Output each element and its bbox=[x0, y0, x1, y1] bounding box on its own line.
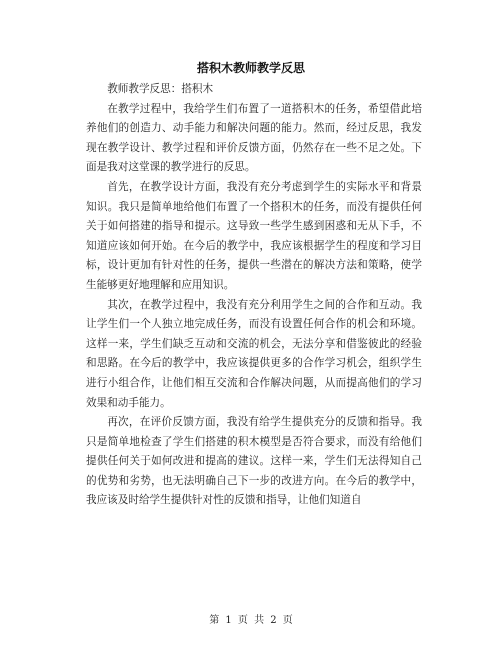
paragraph-second-point: 其次，在教学过程中，我没有充分利用学生之间的合作和互动。我让学生们一个人独立地完成任务，而没有设置任何合作的机会和环境。这样一来，学生们缺乏互动和交流的机会，无法分享和借鉴彼此的经验和思路。在今后的教学中，我应该提供更多的合作学习机会，组织学生进行小组合作，让他们相互交流和合作解决问题，从而提高他们的学习效果和动手能力。 bbox=[86, 298, 422, 409]
document-title: 搭积木教师教学反思 bbox=[196, 61, 305, 75]
page-footer: 第 1 页 共 2 页 bbox=[209, 615, 293, 626]
document-body bbox=[86, 80, 422, 511]
paragraph-third-point: 再次，在评价反馈方面，我没有给学生提供充分的反馈和指导。我只是简单地检查了学生们搭建的积木模型是否符合要求，而没有给他们提供任何关于如何改进和提高的建议。这样一来，学生们无法得知自己的优势和劣势，也无法明确自己下一步的改进方向。在今后的教学中，我应该及时给学生提供针对性的反馈和指导，让他们知道自 bbox=[86, 416, 422, 507]
paragraph-first-point: 首先，在教学设计方面，我没有充分考虑到学生的实际水平和背景知识。我只是简单地给他们布置了一个搭积木的任务，而没有提供任何关于如何搭建的指导和提示。这导致一些学生感到困惑和无从下手，不知道应该如何开始。在今后的教学中，我应该根据学生的程度和学习目标，设计更加有针对性的任务，提供一些潜在的解决方法和策略，使学生能够更好地理解和应用知识。 bbox=[86, 180, 422, 291]
paragraph-intro: 在教学过程中，我给学生们布置了一道搭积木的任务，希望借此培养他们的创造力、动手能力和解决问题的能力。然而，经过反思，我发现在教学设计、教学过程和评价反馈方面，仍然存在一些不足之处。下面是我对这堂课的教学进行的反思。 bbox=[86, 102, 422, 174]
paragraph-subtitle: 教师教学反思：搭积木 bbox=[107, 83, 214, 95]
